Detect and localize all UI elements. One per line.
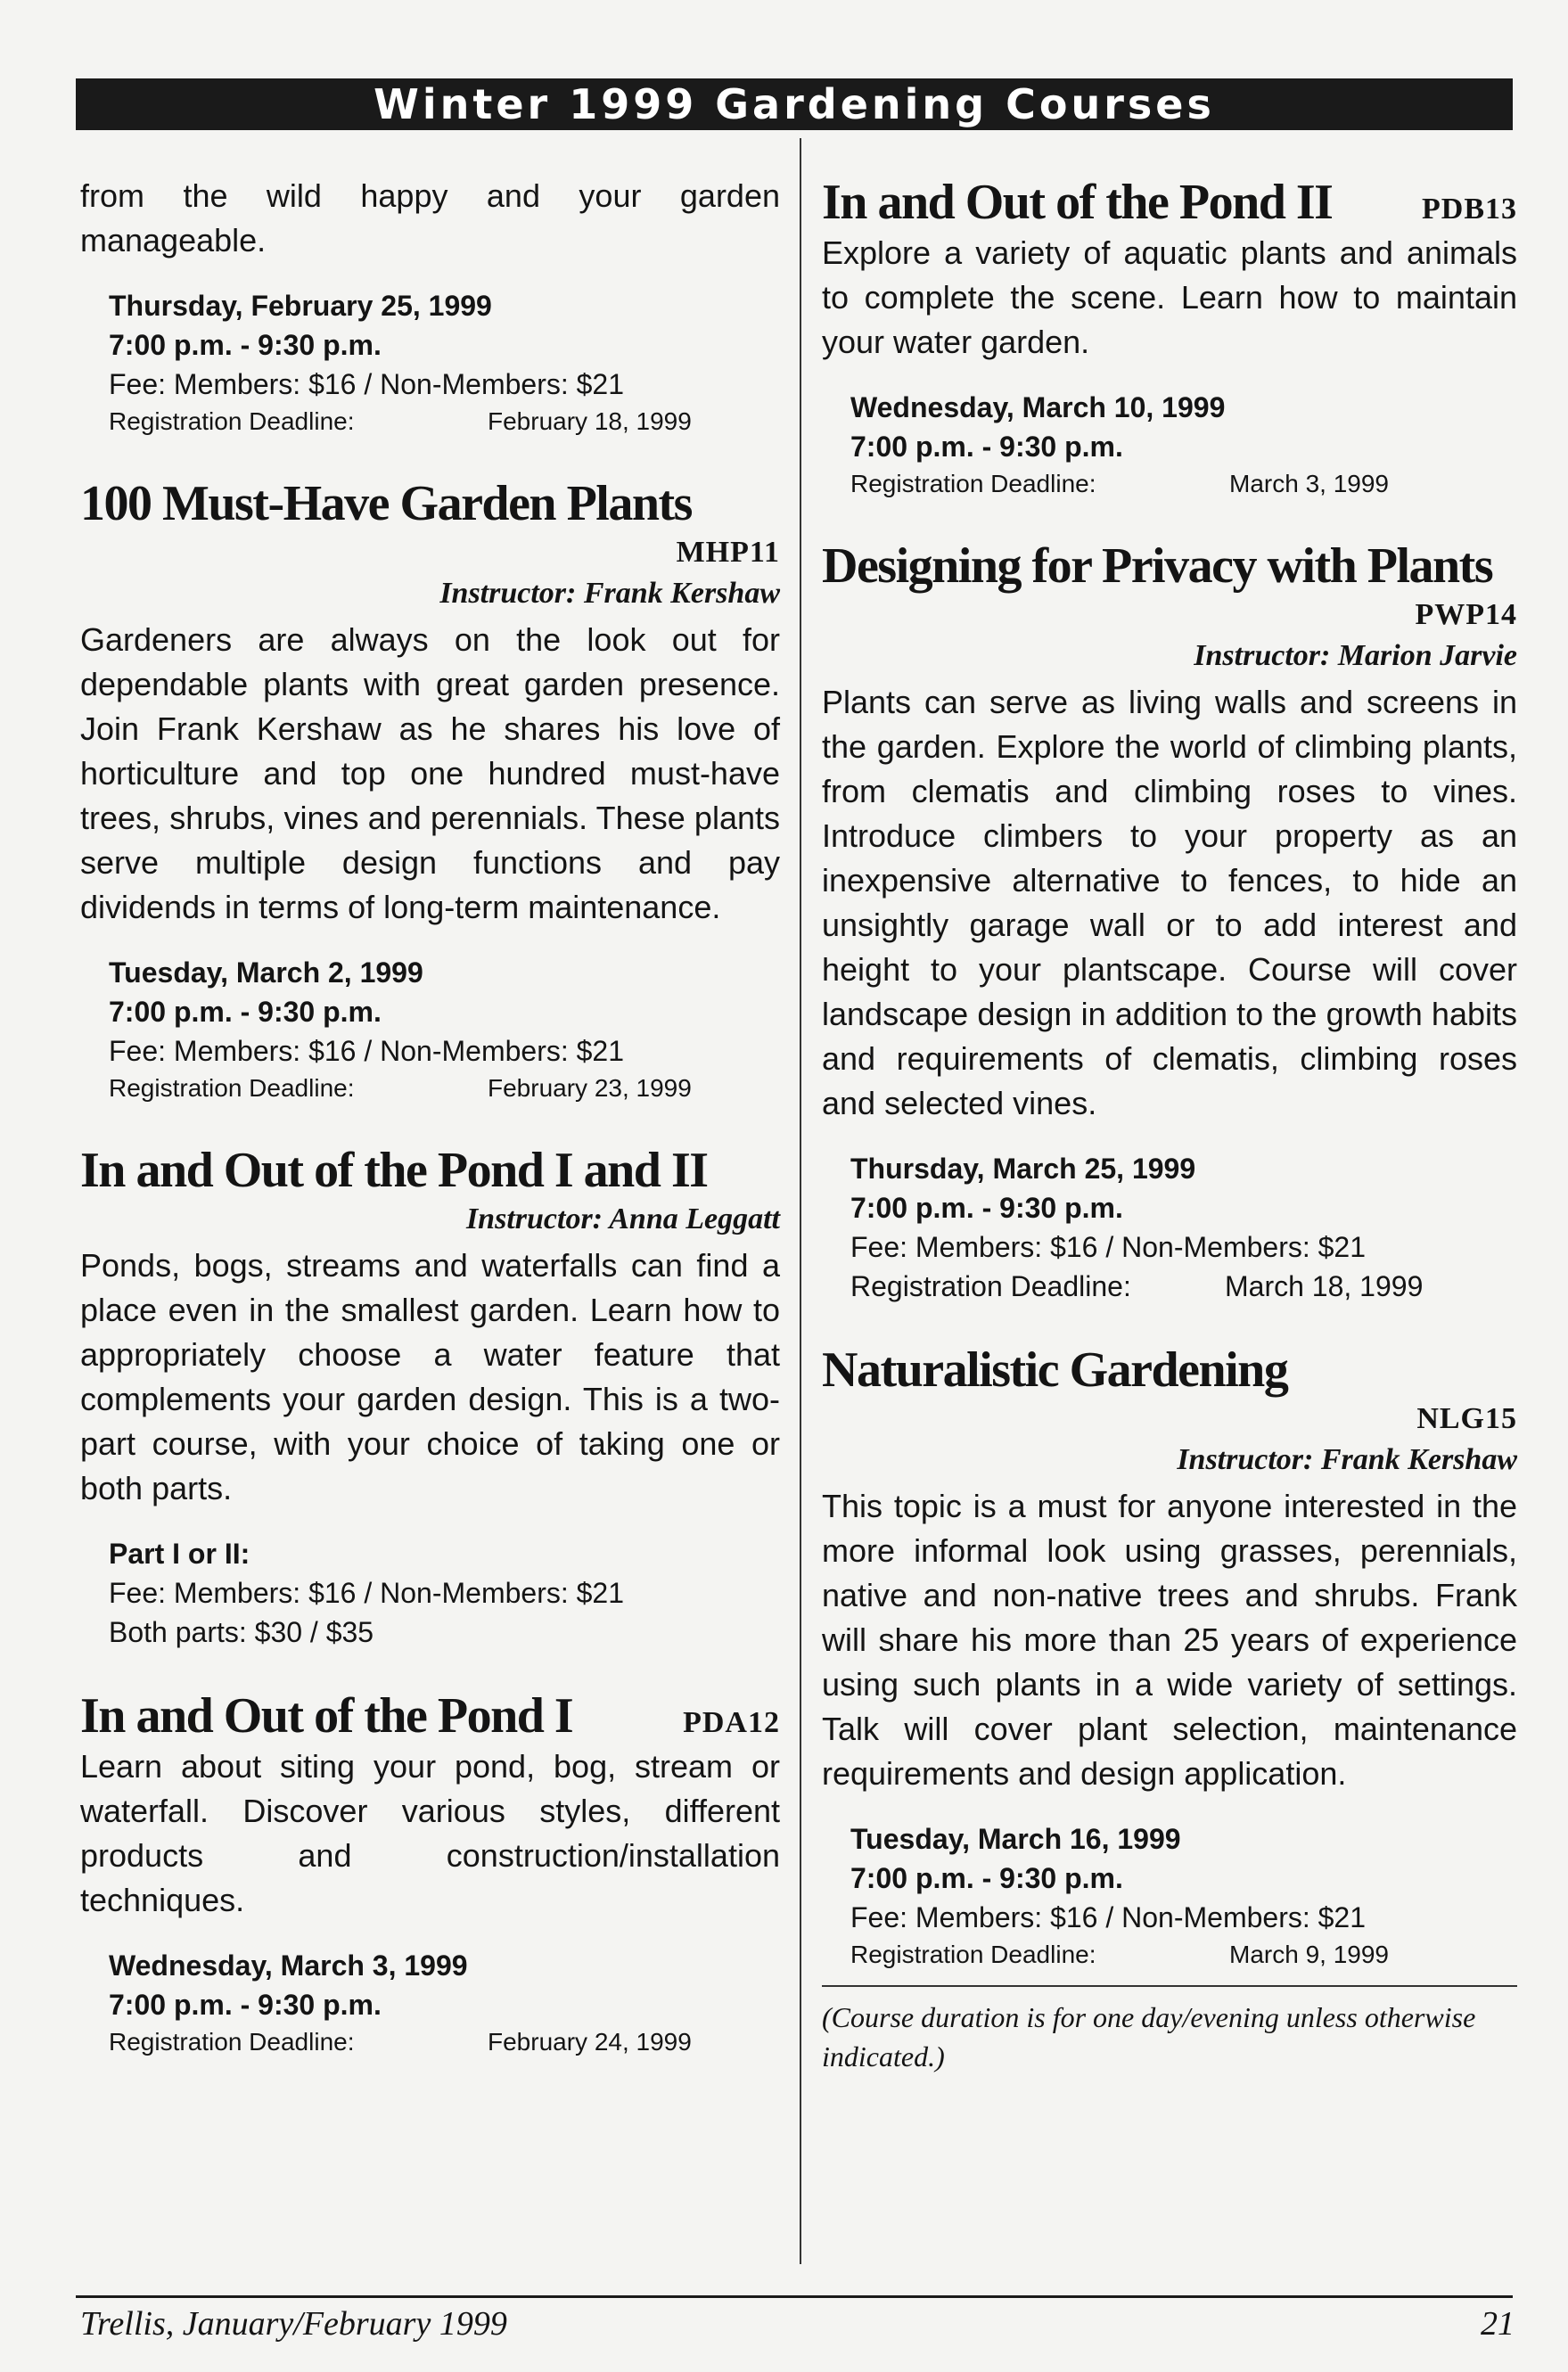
course-code: PDA12 — [683, 1706, 780, 1739]
course-code: PWP14 — [1415, 598, 1517, 631]
course-registration — [109, 1071, 780, 1106]
intro-date: Thursday, February 25, 1999 — [109, 290, 492, 322]
course-details — [80, 1946, 780, 2060]
course-title: In and Out of the Pond II — [822, 175, 1333, 230]
course-details — [822, 1819, 1517, 1973]
course-pda12 — [80, 1687, 780, 2060]
course-fee: Fee: Members: $16 / Non-Members: $21 — [850, 1231, 1367, 1263]
course-instructor: Instructor: Frank Kershaw — [439, 577, 780, 610]
registration-date: February 18, 1999 — [488, 407, 692, 435]
course-pond-i-and-ii — [80, 1142, 780, 1652]
course-registration — [850, 1267, 1517, 1306]
course-details — [822, 388, 1517, 502]
course-title: Naturalistic Gardening — [822, 1342, 1288, 1398]
registration-label: Registration Deadline: — [109, 2028, 355, 2056]
registration-label: Registration Deadline: — [850, 1941, 1096, 1968]
footer-divider — [76, 2295, 1513, 2298]
course-description: Gardeners are always on the look out for dependable plants with great garden presence. Join Frank Kershaw as he shares his love of horticulture and top one hundred must-have trees, shrubs, vines and perennials. These plants serve multiple design functions and pay dividends in terms of long-term maintenance. — [80, 621, 780, 925]
publication-name: Trellis, January/February 1999 — [80, 2305, 507, 2343]
course-description: Ponds, bogs, streams and waterfalls can find a place even in the smallest garden. Learn how to appropriately choose a water feature that complements your garden design. This is a two-part course, with your choice of taking one or both parts. — [80, 1247, 780, 1506]
course-title-row — [822, 174, 1517, 231]
course-title: Designing for Privacy with Plants — [822, 538, 1493, 594]
intro-details — [80, 286, 780, 439]
course-both-parts-fee: Both parts: $30 / $35 — [109, 1616, 374, 1648]
course-instructor: Instructor: Anna Leggatt — [465, 1202, 780, 1235]
course-description: This topic is a must for anyone interested in the more informal look using grasses, perennials, native and non-native trees and shrubs. Frank will share his more than 25 years of experience using such plants in a wide variety of settings. Talk will cover plant selection, maintenance requirements and design application. — [822, 1488, 1517, 1792]
course-description: Learn about siting your pond, bog, stream or waterfall. Discover various styles, different products and construction/installation techniques. — [80, 1748, 780, 1918]
registration-label: Registration Deadline: — [109, 1074, 355, 1102]
registration-date: March 3, 1999 — [1229, 470, 1389, 497]
page-number: 21 — [1481, 2305, 1515, 2343]
registration-label: Registration Deadline: — [850, 470, 1096, 497]
course-fee: Fee: Members: $16 / Non-Members: $21 — [850, 1901, 1367, 1933]
course-pdb13 — [822, 174, 1517, 502]
course-instructor: Instructor: Marion Jarvie — [1194, 639, 1517, 672]
course-date: Wednesday, March 3, 1999 — [109, 1949, 468, 1982]
intro-fee: Fee: Members: $16 / Non-Members: $21 — [109, 368, 625, 400]
course-title-row — [80, 1687, 780, 1744]
course-date: Thursday, March 25, 1999 — [850, 1153, 1196, 1185]
course-code: PDB13 — [1422, 193, 1517, 226]
course-title: In and Out of the Pond I and II — [80, 1143, 708, 1198]
intro-text: from the wild happy and your garden manageable. — [80, 177, 780, 259]
registration-label: Registration Deadline: — [850, 1270, 1131, 1302]
course-date: Wednesday, March 10, 1999 — [850, 391, 1226, 423]
course-part-label: Part I or II: — [109, 1538, 250, 1570]
course-registration — [850, 1937, 1517, 1973]
course-description: Plants can serve as living walls and screens in the garden. Explore the world of climbing plants, from clematis and climbing roses to vines. Introduce climbers to your property as an inexpensive alternative to fences, to hide an unsightly garage wall or to add interest and height to your plantscape. Course will cover landscape design in addition to the growth habits and requirements of clematis, climbing roses and selected vines. — [822, 684, 1517, 1121]
course-details — [80, 1534, 780, 1652]
course-title: 100 Must-Have Garden Plants — [80, 476, 692, 531]
course-time: 7:00 p.m. - 9:30 p.m. — [850, 1192, 1123, 1224]
course-time: 7:00 p.m. - 9:30 p.m. — [109, 996, 382, 1028]
registration-date: February 24, 1999 — [488, 2028, 692, 2056]
registration-date: March 9, 1999 — [1229, 1941, 1389, 1968]
course-date: Tuesday, March 16, 1999 — [850, 1823, 1181, 1855]
course-time: 7:00 p.m. - 9:30 p.m. — [850, 431, 1123, 463]
course-instructor: Instructor: Frank Kershaw — [1177, 1443, 1517, 1476]
course-code: MHP11 — [676, 536, 780, 569]
course-details — [822, 1149, 1517, 1306]
course-title: In and Out of the Pond I — [80, 1688, 573, 1744]
course-code: NLG15 — [1416, 1402, 1517, 1435]
course-description: Explore a variety of aquatic plants and animals to complete the scene. Learn how to maintain your water garden. — [822, 234, 1517, 360]
course-time: 7:00 p.m. - 9:30 p.m. — [109, 1989, 382, 2021]
course-date: Tuesday, March 2, 1999 — [109, 956, 423, 989]
page-title-banner: Winter 1999 Gardening Courses — [76, 78, 1513, 130]
registration-label: Registration Deadline: — [109, 407, 355, 435]
left-column — [80, 174, 780, 2060]
intro-registration — [109, 404, 780, 439]
duration-note: (Course duration is for one day/evening unless otherwise indicated.) — [822, 2001, 1476, 2072]
course-pwp14 — [822, 538, 1517, 1306]
column-divider — [800, 138, 801, 2264]
course-time: 7:00 p.m. - 9:30 p.m. — [850, 1862, 1123, 1894]
registration-date: March 18, 1999 — [1225, 1270, 1424, 1302]
course-registration — [109, 2024, 780, 2060]
course-fee: Fee: Members: $16 / Non-Members: $21 — [109, 1577, 625, 1609]
course-nlg15 — [822, 1342, 1517, 1973]
course-registration — [850, 466, 1517, 502]
course-fee: Fee: Members: $16 / Non-Members: $21 — [109, 1035, 625, 1067]
course-details — [80, 953, 780, 1106]
intro-time: 7:00 p.m. - 9:30 p.m. — [109, 329, 382, 361]
note-divider — [822, 1985, 1517, 1987]
registration-date: February 23, 1999 — [488, 1074, 692, 1102]
right-column — [822, 174, 1517, 2076]
course-mhp11 — [80, 475, 780, 1106]
